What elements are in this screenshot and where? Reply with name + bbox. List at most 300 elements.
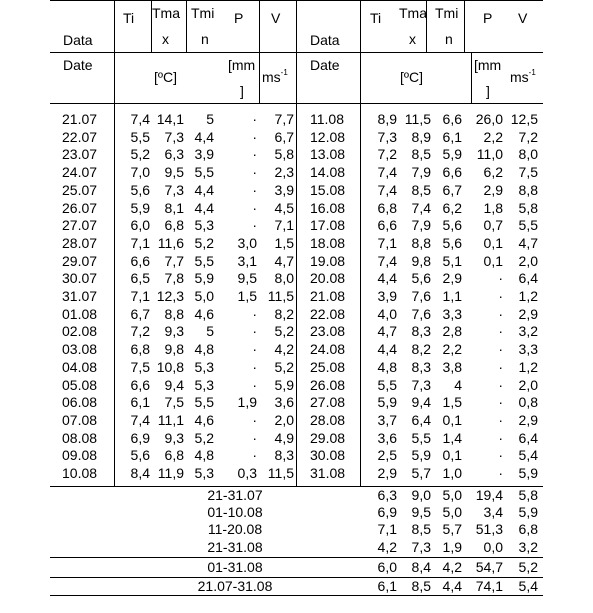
cell-date: 27.07 <box>62 217 98 234</box>
summary-period-label: 21-31.08 <box>207 539 263 555</box>
cell-date: 21.07 <box>62 111 98 127</box>
month-rule <box>50 557 543 558</box>
cell-tmax: 8,5 <box>411 146 431 163</box>
tmin-header-1: Tmi <box>191 5 215 21</box>
cell-tmax: 8,3 <box>411 323 431 340</box>
cell-tmax: 6,8 <box>164 447 184 464</box>
summary-period-label: 01-10.08 <box>207 504 263 520</box>
cell-ti: 7,4 <box>377 164 397 181</box>
cell-tmax: 8,1 <box>164 199 184 216</box>
cell-tmax: 9,5 <box>164 164 184 181</box>
cell-tmax: 8,5 <box>411 181 431 198</box>
cell-v: 5,9 <box>518 465 538 481</box>
total-rule <box>50 577 543 578</box>
cell-p: 26,0 <box>475 111 503 127</box>
cell-v: 11,5 <box>267 465 294 481</box>
summary-cell-p: 0,0 <box>483 539 503 555</box>
cell-ti: 4,4 <box>377 341 397 358</box>
cell-v: 2,0 <box>518 376 538 393</box>
p-header-right: P <box>483 10 493 26</box>
cell-tmin: 5 <box>206 111 214 127</box>
cell-tmin: 3,9 <box>194 146 214 163</box>
cell-tmax: 5,9 <box>411 447 431 464</box>
cell-tmax: 8,3 <box>411 358 431 375</box>
cell-v: 8,0 <box>274 270 294 287</box>
cell-ti: 2,5 <box>377 447 397 464</box>
summary-cell-v: 5,8 <box>518 487 538 503</box>
cell-v: 1,2 <box>518 358 538 375</box>
cell-tmax: 7,6 <box>411 288 431 304</box>
cell-date: 29.07 <box>62 252 98 269</box>
summary-cell-tmax: 9,5 <box>411 504 431 520</box>
cell-date: 08.08 <box>62 429 98 446</box>
cell-tmax: 9,3 <box>164 323 184 340</box>
cell-tmax: 9,8 <box>164 341 184 358</box>
cell-tmax: 9,4 <box>164 376 184 393</box>
summary-cell-v: 5,2 <box>518 559 538 575</box>
summary-cell-ti: 6,1 <box>377 578 397 594</box>
ti-header-right: Ti <box>370 10 382 26</box>
cell-p: · <box>252 447 257 464</box>
cell-tmin: 5,2 <box>194 234 214 251</box>
cell-p: 11,0 <box>476 146 503 163</box>
cell-ti: 5,6 <box>130 181 150 198</box>
cell-tmax: 5,7 <box>411 465 431 481</box>
cell-date: 23.07 <box>62 146 98 163</box>
cell-tmin: 6,1 <box>442 128 462 145</box>
cell-ti: 2,9 <box>377 465 397 481</box>
cell-ti: 8,4 <box>130 465 150 481</box>
v-header-right: V <box>518 10 528 26</box>
cell-date: 26.07 <box>62 199 98 216</box>
cell-v: 8,3 <box>274 447 294 464</box>
cell-v: 6,4 <box>518 429 538 446</box>
cell-tmin: 5,5 <box>194 164 214 181</box>
cell-tmin: 0,1 <box>442 447 462 464</box>
col-sep <box>471 52 472 103</box>
cell-tmax: 5,5 <box>411 429 431 446</box>
cell-p: · <box>252 341 257 358</box>
cell-v: 3,6 <box>274 394 294 411</box>
cell-p: 6,2 <box>483 164 503 181</box>
cell-date: 22.08 <box>310 305 346 322</box>
cell-tmin: 6,2 <box>442 199 462 216</box>
cell-p: · <box>252 164 257 181</box>
cell-date: 02.08 <box>62 323 98 340</box>
cell-tmax: 7,3 <box>164 128 184 145</box>
cell-tmin: 4,4 <box>194 181 214 198</box>
ti-header: Ti <box>123 10 135 26</box>
summary-cell-v: 6,8 <box>518 521 538 537</box>
cell-date: 07.08 <box>62 411 98 428</box>
cell-date: 10.08 <box>62 465 98 481</box>
cell-ti: 6,6 <box>130 252 150 269</box>
cell-tmax: 7,7 <box>164 252 184 269</box>
cell-v: 7,7 <box>274 111 294 127</box>
cell-tmin: 5,3 <box>194 376 214 393</box>
cell-v: 3,3 <box>518 341 538 358</box>
cell-p: · <box>498 358 503 375</box>
cell-date: 20.08 <box>310 270 346 287</box>
cell-p: 1,5 <box>237 288 257 304</box>
cell-date: 26.08 <box>310 376 346 393</box>
cell-v: 7,5 <box>518 164 538 181</box>
cell-p: · <box>498 376 503 393</box>
cell-tmin: 5,5 <box>194 394 214 411</box>
cell-p: 2,2 <box>483 128 503 145</box>
cell-tmin: 2,8 <box>442 323 462 340</box>
summary-cell-tmax: 7,3 <box>411 539 431 555</box>
summary-cell-tmin: 5,7 <box>442 521 462 537</box>
p-header: P <box>234 10 244 26</box>
cell-ti: 3,9 <box>377 288 397 304</box>
cell-tmin: 4,8 <box>194 341 214 358</box>
cell-ti: 7,5 <box>130 358 150 375</box>
col-sep <box>464 0 465 52</box>
cell-date: 30.07 <box>62 270 98 287</box>
cell-ti: 6,6 <box>377 217 397 234</box>
summary-rule <box>50 486 543 487</box>
weather-table <box>50 0 543 600</box>
cell-date: 28.07 <box>62 234 98 251</box>
summary-cell-ti: 6,9 <box>377 504 397 520</box>
cell-date: 11.08 <box>310 111 344 127</box>
cell-tmax: 11,5 <box>404 111 431 127</box>
cell-ti: 4,4 <box>377 270 397 287</box>
cell-date: 15.08 <box>310 181 346 198</box>
cell-p: · <box>498 323 503 340</box>
summary-cell-p: 74,1 <box>475 578 503 594</box>
cell-ti: 7,2 <box>377 146 397 163</box>
cell-p: 9,5 <box>237 270 257 287</box>
summary-period-label: 11-20.08 <box>207 521 263 537</box>
cell-tmax: 7,4 <box>411 199 431 216</box>
cell-tmin: 5,9 <box>442 146 462 163</box>
cell-ti: 7,3 <box>377 128 397 145</box>
cell-v: 1,2 <box>518 288 538 304</box>
cell-tmax: 11,1 <box>157 411 184 428</box>
p-unit-2-right: ] <box>486 83 490 99</box>
cell-p: · <box>252 376 257 393</box>
cell-p: · <box>252 146 257 163</box>
cell-p: · <box>252 199 257 216</box>
cell-tmax: 8,9 <box>411 128 431 145</box>
cell-v: 2,9 <box>518 305 538 322</box>
cell-tmax: 7,6 <box>411 305 431 322</box>
cell-p: · <box>498 270 503 287</box>
cell-ti: 5,9 <box>130 199 150 216</box>
cell-p: 0,1 <box>483 234 503 251</box>
cell-tmax: 7,5 <box>164 394 184 411</box>
summary-cell-v: 5,9 <box>518 504 538 520</box>
cell-date: 24.08 <box>310 341 346 358</box>
summary-period-label: 01-31.08 <box>207 559 263 575</box>
cell-v: 8,8 <box>518 181 538 198</box>
cell-tmin: 6,6 <box>442 111 462 127</box>
bottom-rule <box>50 595 543 596</box>
v-unit-right: $ms^{-1}$ <box>510 68 536 85</box>
cell-v: 5,4 <box>518 447 538 464</box>
cell-tmax: 11,6 <box>157 234 184 251</box>
cell-v: 12,5 <box>510 111 538 127</box>
p-unit-1: [mm <box>228 57 256 73</box>
cell-v: 5,8 <box>518 199 538 216</box>
cell-tmin: 4,6 <box>194 411 214 428</box>
summary-cell-ti: 6,3 <box>377 487 397 503</box>
cell-p: · <box>498 429 503 446</box>
summary-cell-p: 54,7 <box>475 559 503 575</box>
cell-tmax: 9,4 <box>411 394 431 411</box>
cell-tmin: 4,4 <box>194 128 214 145</box>
cell-date: 13.08 <box>310 146 346 163</box>
cell-ti: 4,8 <box>377 358 397 375</box>
cell-ti: 6,6 <box>130 376 150 393</box>
cell-tmax: 11,9 <box>157 465 184 481</box>
tmax-header-1: Tma <box>152 5 180 21</box>
cell-tmax: 9,3 <box>164 429 184 446</box>
cell-v: 3,2 <box>518 323 538 340</box>
cell-tmin: 1,1 <box>442 288 462 304</box>
cell-ti: 6,8 <box>130 341 150 358</box>
cell-v: 4,7 <box>518 234 538 251</box>
cell-date: 12.08 <box>310 128 346 145</box>
cell-ti: 4,0 <box>377 305 397 322</box>
cell-tmin: 5,6 <box>442 217 462 234</box>
cell-p: 1,9 <box>237 394 257 411</box>
col-sep <box>360 0 361 486</box>
cell-tmax: 12,3 <box>156 288 184 304</box>
cell-v: 5,2 <box>274 358 294 375</box>
cell-tmin: 3,8 <box>442 358 462 375</box>
cell-date: 06.08 <box>62 394 98 411</box>
v-header: V <box>271 10 281 26</box>
cell-v: 6,4 <box>518 270 538 287</box>
tmin-header-2-right: n <box>445 31 453 47</box>
cell-tmax: 8,8 <box>164 305 184 322</box>
cell-v: 6,7 <box>274 128 294 145</box>
summary-cell-tmin: 5,0 <box>442 487 462 503</box>
cell-tmin: 2,9 <box>442 270 462 287</box>
cell-tmin: 5,3 <box>194 465 214 481</box>
cell-date: 31.08 <box>310 465 346 481</box>
summary-cell-tmax: 9,0 <box>411 487 431 503</box>
tmax-header-2: x <box>162 31 169 47</box>
col-sep <box>259 0 260 103</box>
cell-p: · <box>498 341 503 358</box>
cell-ti: 7,4 <box>377 252 397 269</box>
cell-ti: 5,2 <box>130 146 150 163</box>
cell-p: · <box>252 305 257 322</box>
summary-cell-v: 5,4 <box>518 578 538 594</box>
cell-date: 04.08 <box>62 358 98 375</box>
cell-ti: 6,5 <box>130 270 150 287</box>
cell-tmin: 5,2 <box>194 429 214 446</box>
cell-p: · <box>498 447 503 464</box>
cell-tmax: 6,3 <box>164 146 184 163</box>
cell-v: 4,2 <box>274 341 294 358</box>
cell-p: · <box>252 323 257 340</box>
cell-v: 5,9 <box>274 376 294 393</box>
summary-cell-p: 19,4 <box>475 487 503 503</box>
summary-cell-p: 3,4 <box>483 504 503 520</box>
cell-ti: 7,4 <box>130 411 150 428</box>
cell-tmax: 7,9 <box>411 164 431 181</box>
cell-ti: 8,9 <box>377 111 397 127</box>
summary-cell-ti: 4,2 <box>377 539 397 555</box>
cell-ti: 5,6 <box>130 447 150 464</box>
tmax-header-1-right: Tma <box>399 5 427 21</box>
col-sep <box>186 0 187 52</box>
cell-v: 0,8 <box>518 394 538 411</box>
tmin-header-2: n <box>201 31 209 47</box>
cell-date: 05.08 <box>62 376 98 393</box>
summary-cell-ti: 7,1 <box>377 521 397 537</box>
cell-tmax: 10,8 <box>156 358 184 375</box>
col-sep <box>114 0 115 486</box>
cell-v: 2,0 <box>274 411 294 428</box>
summary-cell-p: 51,3 <box>475 521 503 537</box>
cell-p: 0,1 <box>483 252 503 269</box>
summary-cell-tmax: 8,5 <box>411 521 431 537</box>
cell-ti: 7,0 <box>130 164 150 181</box>
summary-cell-tmin: 5,0 <box>442 504 462 520</box>
cell-tmax: 7,3 <box>164 181 184 198</box>
cell-v: 7,2 <box>518 128 538 145</box>
cell-ti: 5,5 <box>130 128 150 145</box>
cell-v: 5,8 <box>274 146 294 163</box>
cell-tmin: 5,3 <box>194 358 214 375</box>
cell-tmin: 4,6 <box>194 305 214 322</box>
cell-p: 2,9 <box>483 181 503 198</box>
cell-v: 3,9 <box>274 181 294 198</box>
cell-ti: 5,9 <box>377 394 397 411</box>
temp-unit: [ºC] <box>154 69 178 85</box>
v-unit: $ms^{-1}$ <box>262 68 288 85</box>
cell-v: 5,5 <box>518 217 538 234</box>
cell-date: 31.07 <box>62 288 98 304</box>
cell-tmin: 0,1 <box>442 411 462 428</box>
cell-p: 3,1 <box>237 252 257 269</box>
cell-date: 25.08 <box>310 358 346 375</box>
cell-ti: 6,1 <box>130 394 150 411</box>
cell-tmax: 5,6 <box>411 270 431 287</box>
cell-v: 4,5 <box>274 199 294 216</box>
cell-ti: 7,4 <box>377 181 397 198</box>
cell-tmin: 5,9 <box>194 270 214 287</box>
cell-v: 2,0 <box>518 252 538 269</box>
cell-p: · <box>252 181 257 198</box>
cell-p: 1,8 <box>483 199 503 216</box>
cell-p: · <box>498 465 503 481</box>
cell-tmin: 2,2 <box>442 341 462 358</box>
col-sep <box>296 0 297 486</box>
cell-v: 8,2 <box>274 305 294 322</box>
cell-p: 0,3 <box>237 465 257 481</box>
cell-date: 09.08 <box>62 447 98 464</box>
cell-tmin: 5,6 <box>442 234 462 251</box>
cell-tmax: 8,8 <box>411 234 431 251</box>
cell-date: 27.08 <box>310 394 346 411</box>
tmin-header-1-right: Tmi <box>435 5 459 21</box>
cell-p: · <box>252 111 257 127</box>
cell-tmax: 7,9 <box>411 217 431 234</box>
cell-v: 4,7 <box>274 252 294 269</box>
cell-p: · <box>252 429 257 446</box>
cell-ti: 7,1 <box>130 234 150 251</box>
cell-tmin: 4 <box>454 376 462 393</box>
cell-p: · <box>252 128 257 145</box>
cell-tmin: 4,8 <box>194 447 214 464</box>
cell-tmax: 7,8 <box>164 270 184 287</box>
cell-tmin: 6,6 <box>442 164 462 181</box>
cell-v: 2,9 <box>518 411 538 428</box>
tmax-header-2-right: x <box>409 31 416 47</box>
cell-ti: 7,4 <box>130 111 150 127</box>
cell-tmax: 7,3 <box>411 376 431 393</box>
cell-p: · <box>252 358 257 375</box>
cell-date: 28.08 <box>310 411 346 428</box>
cell-v: 5,2 <box>274 323 294 340</box>
cell-v: 1,5 <box>274 234 294 251</box>
cell-p: · <box>498 288 503 304</box>
cell-v: 2,3 <box>274 164 294 181</box>
cell-date: 21.08 <box>310 288 346 304</box>
summary-cell-ti: 6,0 <box>377 559 397 575</box>
cell-date: 23.08 <box>310 323 346 340</box>
cell-date: 25.07 <box>62 181 98 198</box>
cell-date: 24.07 <box>62 164 98 181</box>
summary-cell-tmax: 8,4 <box>411 559 431 575</box>
cell-tmin: 1,5 <box>442 394 462 411</box>
summary-cell-tmin: 1,9 <box>442 539 462 555</box>
cell-p: 0,7 <box>483 217 503 234</box>
cell-date: 16.08 <box>310 199 346 216</box>
cell-date: 30.08 <box>310 447 346 464</box>
date-col-header: Data <box>63 32 93 48</box>
date-col-header-right: Data <box>310 32 340 48</box>
cell-ti: 7,1 <box>377 234 397 251</box>
cell-ti: 4,7 <box>377 323 397 340</box>
p-unit-2: ] <box>240 83 244 99</box>
cell-tmin: 4,4 <box>194 199 214 216</box>
p-unit-1-right: [mm <box>474 57 502 73</box>
summary-cell-tmin: 4,4 <box>442 578 462 594</box>
cell-tmax: 6,4 <box>411 411 431 428</box>
cell-tmin: 6,7 <box>442 181 462 198</box>
cell-ti: 3,7 <box>377 411 397 428</box>
cell-v: 4,9 <box>274 429 294 446</box>
cell-tmin: 5,0 <box>194 288 214 304</box>
cell-p: · <box>252 411 257 428</box>
cell-tmin: 3,3 <box>442 305 462 322</box>
cell-ti: 7,2 <box>130 323 150 340</box>
cell-v: 7,1 <box>274 217 294 234</box>
cell-tmin: 1,0 <box>442 465 462 481</box>
cell-ti: 7,1 <box>130 288 150 304</box>
cell-tmax: 6,8 <box>164 217 184 234</box>
cell-tmin: 5 <box>206 323 214 340</box>
cell-date: 03.08 <box>62 341 98 358</box>
cell-ti: 6,7 <box>130 305 150 322</box>
temp-unit-right: [ºC] <box>400 69 424 85</box>
cell-p: · <box>498 305 503 322</box>
cell-date: 22.07 <box>62 128 98 145</box>
cell-p: · <box>498 411 503 428</box>
cell-tmax: 9,8 <box>411 252 431 269</box>
cell-p: · <box>498 394 503 411</box>
cell-tmin: 1,4 <box>442 429 462 446</box>
cell-tmax: 14,1 <box>156 111 184 127</box>
